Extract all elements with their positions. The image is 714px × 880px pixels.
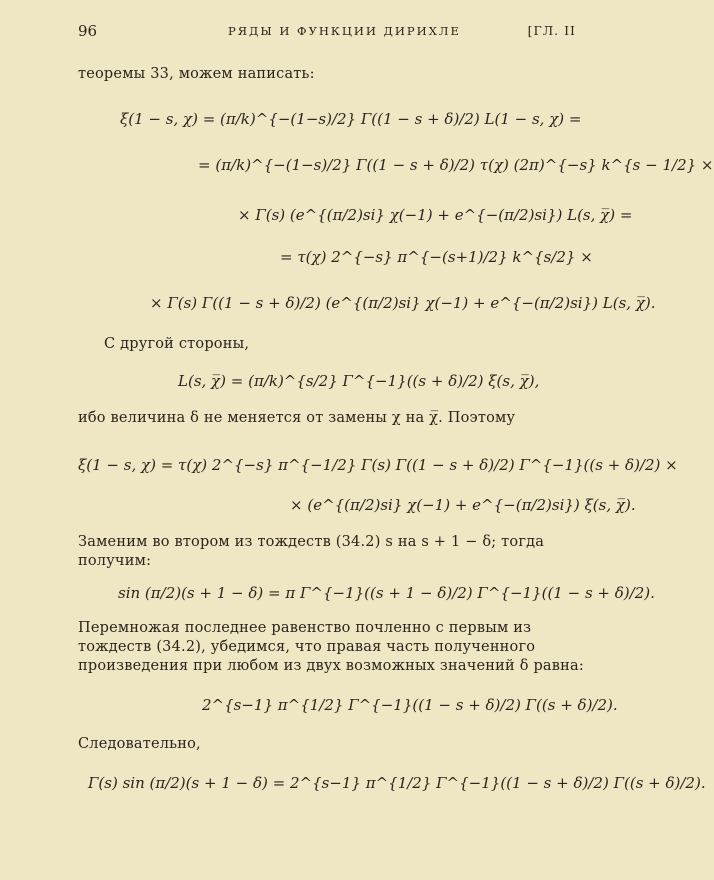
formula-line: L(s, χ̅) = (π/k)^{s/2} Γ^{−1}((s + δ)/2) ξ(s, χ̅), bbox=[178, 372, 540, 390]
formula-line: × Γ(s) (e^{(π/2)si} χ(−1) + e^{−(π/2)si}) L(s, χ̅) = bbox=[238, 206, 633, 224]
formula-line: = (π/k)^{−(1−s)/2} Γ((1 − s + δ)/2) τ(χ) (2π)^{−s} k^{s − 1/2} × bbox=[198, 156, 714, 174]
formula-line: ξ(1 − s, χ) = (π/k)^{−(1−s)/2} Γ((1 − s + δ)/2) L(1 − s, χ) = bbox=[120, 110, 582, 128]
paragraph-text: тождеств (34.2), убедимся, что правая часть полученного bbox=[78, 639, 536, 655]
paragraph-text: С другой стороны, bbox=[104, 336, 250, 352]
chapter-label: [ГЛ. II bbox=[527, 23, 576, 38]
paragraph-text: Следовательно, bbox=[78, 736, 201, 752]
formula-line: ξ(1 − s, χ) = τ(χ) 2^{−s} π^{−1/2} Γ(s) Γ((1 − s + δ)/2) Γ^{−1}((s + δ)/2) × bbox=[78, 456, 678, 474]
formula-line: = τ(χ) 2^{−s} π^{−(s+1)/2} k^{s/2} × bbox=[280, 248, 593, 266]
paragraph-text: получим: bbox=[78, 553, 152, 569]
paragraph-text: ибо величина δ не меняется от замены χ на χ̅. Поэтому bbox=[78, 410, 516, 426]
paragraph-text: Перемножая последнее равенство почленно с первым из bbox=[78, 620, 532, 636]
paragraph-text: произведения при любом из двух возможных значений δ равна: bbox=[78, 658, 584, 674]
paragraph-text: Заменим во втором из тождеств (34.2) s на s + 1 − δ; тогда bbox=[78, 534, 545, 550]
page-number: 96 bbox=[78, 22, 98, 40]
formula-line: Γ(s) sin (π/2)(s + 1 − δ) = 2^{s−1} π^{1/2} Γ^{−1}((1 − s + δ)/2) Γ((s + δ)/2). bbox=[88, 774, 706, 792]
paragraph-text: теоремы 33, можем написать: bbox=[78, 66, 315, 82]
running-header bbox=[78, 22, 576, 44]
running-title: РЯДЫ И ФУНКЦИИ ДИРИХЛЕ bbox=[228, 24, 461, 38]
formula-line: × (e^{(π/2)si} χ(−1) + e^{−(π/2)si}) ξ(s, χ̅). bbox=[290, 496, 636, 514]
formula-line: 2^{s−1} π^{1/2} Γ^{−1}((1 − s + δ)/2) Γ((s + δ)/2). bbox=[202, 696, 618, 714]
formula-line: × Γ(s) Γ((1 − s + δ)/2) (e^{(π/2)si} χ(−1) + e^{−(π/2)si}) L(s, χ̅). bbox=[150, 294, 656, 312]
formula-line: sin (π/2)(s + 1 − δ) = π Γ^{−1}((s + 1 − δ)/2) Γ^{−1}((1 − s + δ)/2). bbox=[118, 584, 655, 602]
